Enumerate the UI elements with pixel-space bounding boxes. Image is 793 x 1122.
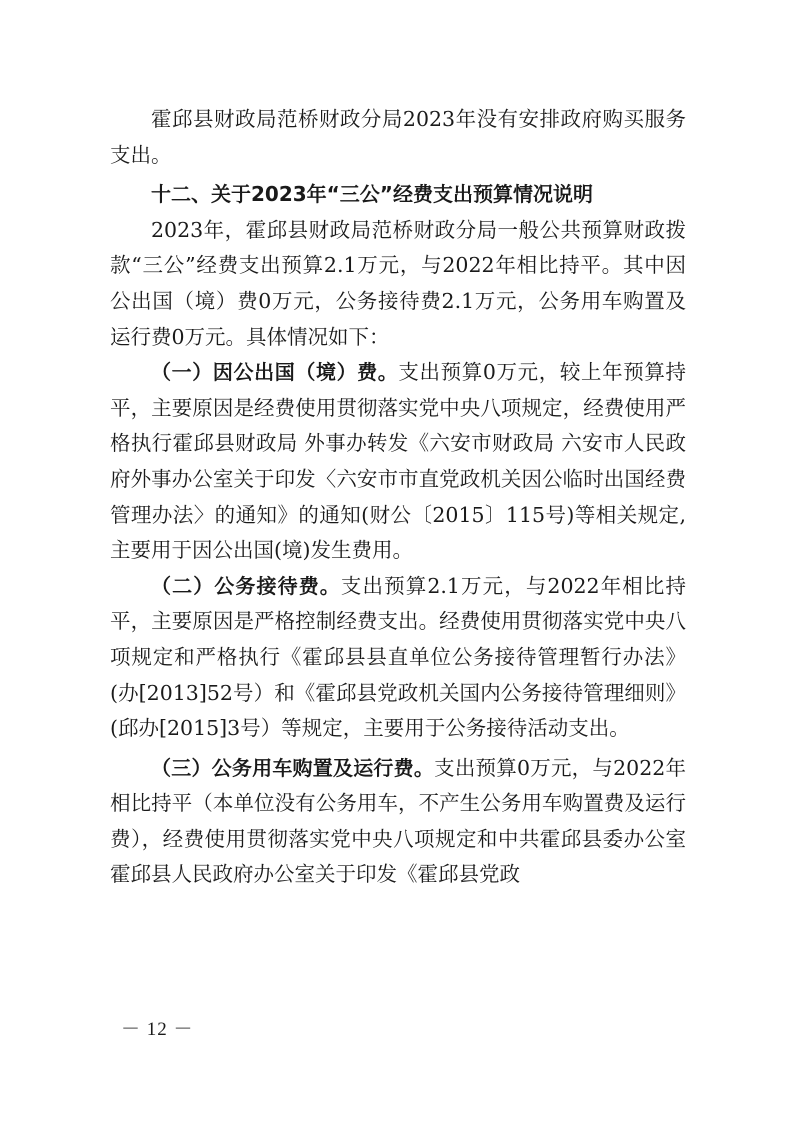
subheading-overseas-travel: （一）因公出国（境）费。 (151, 360, 399, 385)
paragraph-overview: 2023年，霍邱县财政局范桥财政分局一般公共预算财政拨款“三公”经费支出预算2.1万元，与2022年相比持平。其中因公出国（境）费0万元，公务接待费2.1万元，公务用车购置及运行费0万元。具体情况如下： (110, 217, 686, 349)
paragraph-reception (110, 569, 686, 747)
reception-body: 支出预算2.1万元，与2022年相比持平，主要原因是严格控制经费支出。经费使用贯彻落实党中央八项规定和严格执行《霍邱县县直单位公务接待管理暂行办法》(办[2013]52号）和《霍邱县党政机关国内公务接待管理细则》(邱办[2015]3号）等规定，主要用于公务接待活动支出。 (110, 573, 687, 741)
subheading-vehicles: （三）公务用车购置及运行费。 (151, 755, 435, 780)
paragraph-vehicles (110, 751, 686, 893)
vehicles-body: 支出预算0万元，与2022年相比持平（本单位没有公务用车，不产生公务用车购置费及运行费），经费使用贯彻落实党中央八项规定和中共霍邱县委办公室 霍邱县人民政府办公室关于印发《霍邱县党政 (110, 755, 687, 887)
body-text (110, 102, 686, 893)
paragraph-overseas-travel (110, 355, 686, 569)
paragraph-purchase-services: 霍邱县财政局范桥财政分局2023年没有安排政府购买服务支出。 (110, 107, 686, 167)
overseas-travel-body: 支出预算0万元，较上年预算持平，主要原因是经费使用贯彻落实党中央八项规定，经费使用严格执行霍邱县财政局 外事办转发《六安市财政局 六安市人民政府外事办公室关于印发〈六安市市直党政机关因公临时出国经费管理办法〉的通知》的通知(财公〔2015〕115号)等相关规定,主要用于因公出国(境)发生费用。 (110, 360, 686, 563)
section-heading-three-public-expenses: 十二、关于2023年“三公”经费支出预算情况说明 (151, 182, 593, 207)
page-number: － 12 － (121, 1019, 194, 1040)
subheading-reception: （二）公务接待费。 (151, 573, 341, 598)
